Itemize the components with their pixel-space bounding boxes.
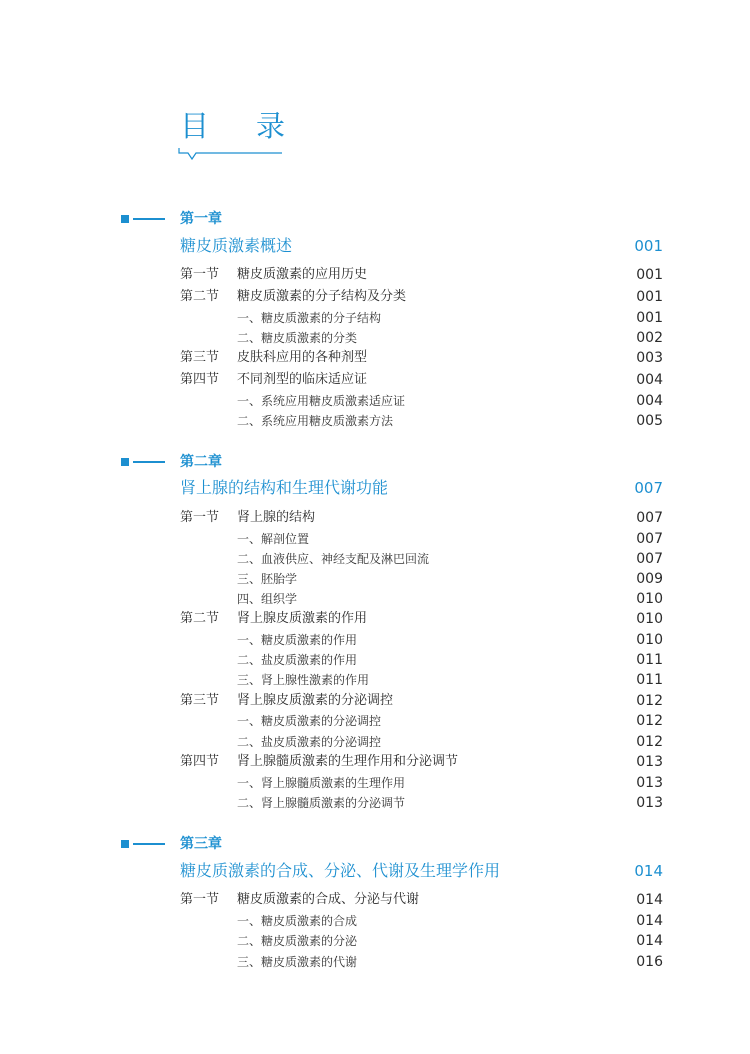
toc-subsection-entry[interactable]	[0, 650, 750, 670]
entry-title: 皮肤科应用的各种剂型	[237, 350, 368, 365]
toc-subsection-entry[interactable]	[0, 411, 750, 431]
toc-subsection-entry[interactable]	[0, 711, 750, 731]
entry-page-number: 003	[636, 350, 663, 366]
entry-page-number: 004	[636, 393, 663, 409]
entry-title: 一、糖皮质激素的分泌调控	[237, 714, 382, 728]
section-number: 第三节	[180, 350, 220, 365]
marker-line	[133, 218, 165, 220]
chapter-page-number: 001	[634, 237, 663, 255]
chapter-label: 第三章	[180, 836, 222, 852]
entry-title: 一、解剖位置	[237, 532, 310, 546]
page-title	[180, 108, 286, 144]
chapter-label: 第一章	[180, 211, 222, 227]
toc-subsection-entry[interactable]	[0, 549, 750, 569]
entry-page-number: 014	[636, 933, 663, 949]
toc-subsection-entry[interactable]	[0, 308, 750, 328]
entry-page-number: 010	[636, 632, 663, 648]
chapter-label: 第二章	[180, 454, 222, 470]
entry-page-number: 007	[636, 531, 663, 547]
entry-title: 四、组织学	[237, 592, 298, 606]
entry-page-number: 014	[636, 913, 663, 929]
entry-title: 一、糖皮质激素的合成	[237, 914, 358, 928]
toc-subsection-entry[interactable]	[0, 793, 750, 813]
title-underline-decoration	[178, 147, 284, 163]
entry-page-number: 010	[636, 591, 663, 607]
entry-page-number: 012	[636, 734, 663, 750]
entry-title: 一、糖皮质激素的作用	[237, 633, 358, 647]
entry-title: 肾上腺的结构	[237, 510, 316, 525]
entry-title: 糖皮质激素的分子结构及分类	[237, 289, 407, 304]
entry-page-number: 001	[636, 310, 663, 326]
entry-title: 一、肾上腺髓质激素的生理作用	[237, 776, 406, 790]
chapter-page-number: 007	[634, 479, 663, 497]
entry-page-number: 013	[636, 775, 663, 791]
section-number: 第三节	[180, 693, 220, 708]
entry-title: 二、盐皮质激素的作用	[237, 653, 358, 667]
toc-subsection-entry[interactable]	[0, 952, 750, 972]
entry-title: 二、肾上腺髓质激素的分泌调节	[237, 796, 406, 810]
chapter-page-number: 014	[634, 862, 663, 880]
entry-page-number: 001	[636, 267, 663, 283]
entry-page-number: 011	[636, 652, 663, 668]
section-number: 第四节	[180, 372, 220, 387]
entry-title: 糖皮质激素的合成、分泌与代谢	[237, 892, 420, 907]
entry-page-number: 016	[636, 954, 663, 970]
page-title-char-2: 录	[255, 109, 286, 143]
chapter-title[interactable]: 糖皮质激素的合成、分泌、代谢及生理学作用	[180, 861, 501, 880]
chapter-title[interactable]: 肾上腺的结构和生理代谢功能	[180, 478, 389, 497]
toc-section-entry[interactable]	[0, 265, 750, 285]
entry-title: 一、系统应用糖皮质激素适应证	[237, 394, 406, 408]
entry-page-number: 004	[636, 372, 663, 388]
chapter-title[interactable]: 糖皮质激素概述	[180, 236, 293, 255]
entry-page-number: 012	[636, 693, 663, 709]
entry-title: 肾上腺皮质激素的分泌调控	[237, 693, 394, 708]
entry-page-number: 005	[636, 413, 663, 429]
entry-page-number: 013	[636, 754, 663, 770]
toc-subsection-entry[interactable]	[0, 569, 750, 589]
entry-title: 肾上腺皮质激素的作用	[237, 611, 368, 626]
entry-title: 不同剂型的临床适应证	[237, 372, 368, 387]
section-number: 第一节	[180, 892, 220, 907]
section-number: 第四节	[180, 754, 220, 769]
toc-section-entry[interactable]	[0, 287, 750, 307]
entry-page-number: 012	[636, 713, 663, 729]
entry-page-number: 001	[636, 289, 663, 305]
toc-section-entry[interactable]	[0, 752, 750, 772]
section-number: 第二节	[180, 289, 220, 304]
toc-section-entry[interactable]	[0, 370, 750, 390]
entry-page-number: 007	[636, 551, 663, 567]
entry-page-number: 007	[636, 510, 663, 526]
entry-title: 肾上腺髓质激素的生理作用和分泌调节	[237, 754, 459, 769]
toc-subsection-entry[interactable]	[0, 630, 750, 650]
section-number: 第一节	[180, 267, 220, 282]
entry-page-number: 013	[636, 795, 663, 811]
entry-title: 三、肾上腺性激素的作用	[237, 673, 370, 687]
entry-title: 二、糖皮质激素的分泌	[237, 934, 358, 948]
toc-section-entry[interactable]	[0, 348, 750, 368]
toc-subsection-entry[interactable]	[0, 931, 750, 951]
entry-page-number: 014	[636, 892, 663, 908]
toc-subsection-entry[interactable]	[0, 732, 750, 752]
toc-subsection-entry[interactable]	[0, 670, 750, 690]
section-number: 第二节	[180, 611, 220, 626]
entry-title: 三、糖皮质激素的代谢	[237, 955, 358, 969]
page-title-char-1: 目	[180, 109, 211, 143]
toc-section-entry[interactable]	[0, 890, 750, 910]
chapter-marker	[121, 839, 165, 849]
entry-title: 糖皮质激素的应用历史	[237, 267, 368, 282]
toc-section-entry[interactable]	[0, 609, 750, 629]
toc-subsection-entry[interactable]	[0, 529, 750, 549]
marker-line	[133, 461, 165, 463]
entry-page-number: 011	[636, 672, 663, 688]
entry-page-number: 009	[636, 571, 663, 587]
square-bullet-icon	[121, 458, 129, 466]
toc-subsection-entry[interactable]	[0, 911, 750, 931]
entry-page-number: 010	[636, 611, 663, 627]
toc-subsection-entry[interactable]	[0, 328, 750, 348]
entry-page-number: 002	[636, 330, 663, 346]
entry-title: 二、盐皮质激素的分泌调控	[237, 735, 382, 749]
entry-title: 一、糖皮质激素的分子结构	[237, 311, 382, 325]
toc-subsection-entry[interactable]	[0, 773, 750, 793]
chapter-marker	[121, 214, 165, 224]
toc-subsection-entry[interactable]	[0, 589, 750, 609]
toc-section-entry[interactable]	[0, 508, 750, 528]
section-number: 第一节	[180, 510, 220, 525]
marker-line	[133, 843, 165, 845]
entry-title: 二、血液供应、神经支配及淋巴回流	[237, 552, 430, 566]
entry-title: 二、糖皮质激素的分类	[237, 331, 358, 345]
entry-title: 三、胚胎学	[237, 572, 298, 586]
toc-subsection-entry[interactable]	[0, 391, 750, 411]
square-bullet-icon	[121, 215, 129, 223]
square-bullet-icon	[121, 840, 129, 848]
chapter-marker	[121, 457, 165, 467]
toc-section-entry[interactable]	[0, 691, 750, 711]
entry-title: 二、系统应用糖皮质激素方法	[237, 414, 394, 428]
